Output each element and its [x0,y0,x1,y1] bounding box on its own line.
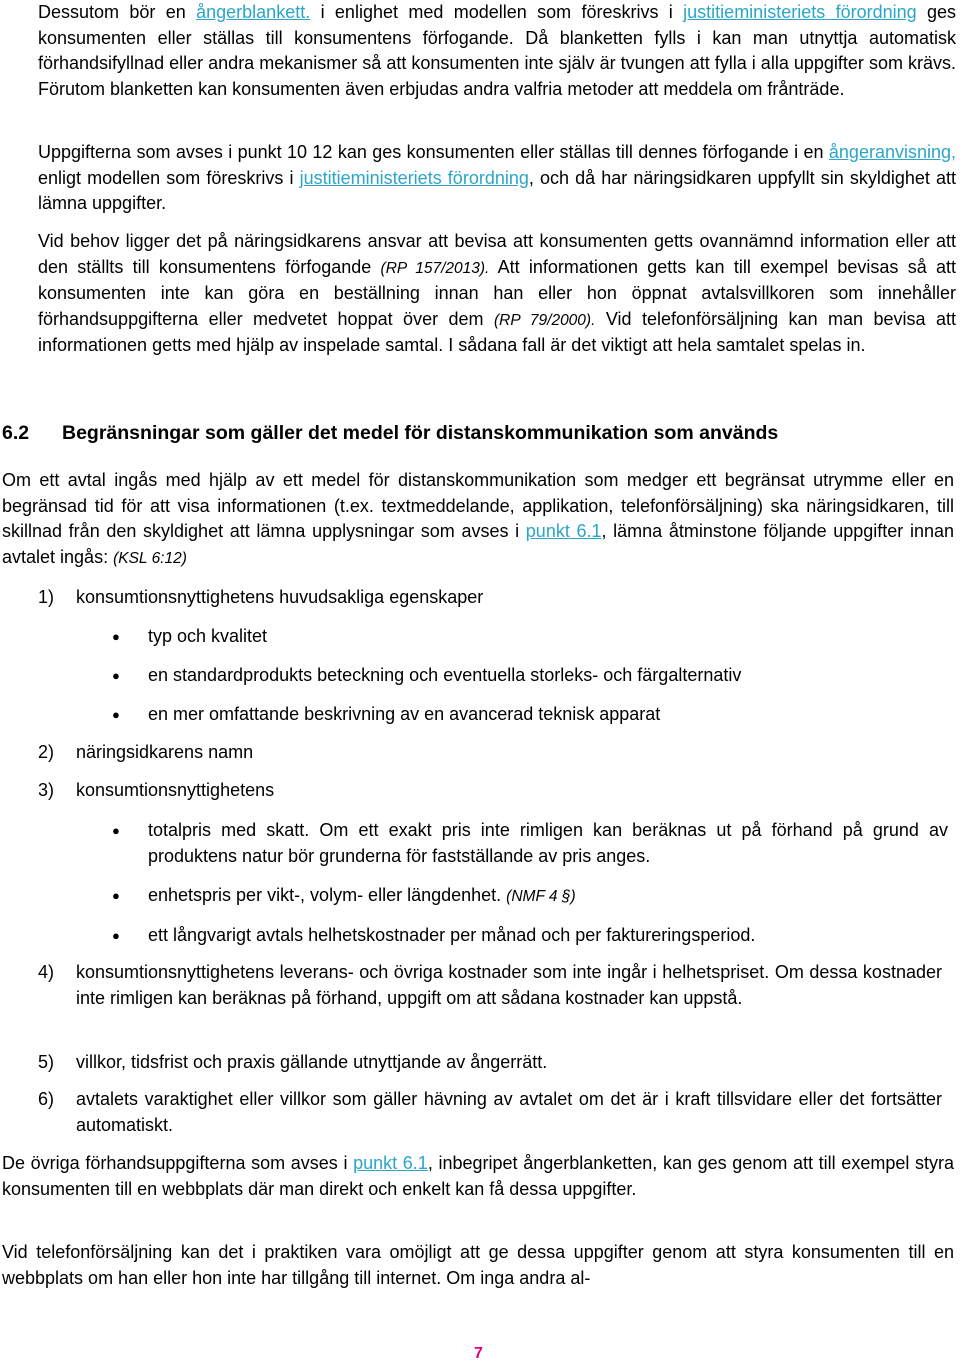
list-item-3-text: konsumtionsnyttighetens [76,780,275,800]
paragraph-blank-form: Dessutom bör en ångerblankett. i enlighet med modellen som föreskrivs i justitieministeriets förordning ges konsumenten eller ställas till konsumentens förfogande. Då blanketten fylls i kan man utnyttja automatisk förhandsifyllnad eller andra mekanismer så att konsumenten inte själv är tvungen att fylla i alla uppgifter som krävs. Förutom blanketten kan konsumenten även erbjudas andra valfria metoder att meddela om frånträde. [38,2,956,99]
link-ministry-decree-2[interactable]: justitieministeriets förordning [299,167,529,188]
list-item-1-text: konsumtionsnyttighetens huvudsakliga egenskaper [76,587,484,607]
bullet-icon: ● [112,928,120,943]
bullet-icon: ● [112,707,120,722]
citation-nmf-4: (NMF 4 §) [506,888,576,905]
list-number-2: 2) [38,742,55,762]
list-number-3: 3) [38,780,55,800]
bullet-icon: ● [112,629,120,644]
paragraph-other-info: De övriga förhandsuppgifterna som avses i punkt 6.1, inbegripet ångerblanketten, kan ges genom att till exempel styra konsumenten till en webbplats där man direkt och enkelt kan få dessa uppgifter. [2,1153,955,1199]
bullet-icon: ● [112,823,120,838]
list-item-3-bullet-1: totalpris med skatt. Om ett exakt pris inte rimligen kan beräknas ut på förhand på grund av produktens natur bör grunderna för fastställande av pris anges. [148,820,948,866]
list-item-3-bullet-3: ett långvarigt avtals helhetskostnader per månad och per faktureringsperiod. [148,925,756,945]
section-heading-title: Begränsningar som gäller det medel för distanskommunikation som används [62,422,779,444]
list-number-1: 1) [38,587,55,607]
link-ministry-decree[interactable]: justitieministeriets förordning [683,2,917,22]
list-item-5-text: villkor, tidsfrist och praxis gällande utnyttjande av ångerrätt. [76,1052,548,1072]
citation-rp-157: (RP 157/2013). [380,259,490,277]
citation-ksl-6-12: (KSL 6:12) [113,549,187,567]
list-item-6-text: avtalets varaktighet eller villkor som gäller hävning av avtalet om det är i kraft tillsvidare eller det fortsätter automatiskt. [76,1089,942,1135]
link-withdrawal-form[interactable]: ångerblankett. [196,2,311,22]
list-item-4-text: konsumtionsnyttighetens leverans- och övriga kostnader som inte ingår i helhetspriset. Om dessa kostnader inte rimligen kan beräknas på förhand, uppgift om att sådana kostnader kan uppstå. [76,962,942,1008]
bullet-icon: ● [112,888,120,903]
paragraph-burden-of-proof: Vid behov ligger det på näringsidkarens ansvar att bevisa att konsumenten getts ovannämnd information eller att den ställts till konsumentens förfogande (RP 157/2013). Att informationen getts kan till exempel bevisas så att konsumenten inte kan göra en beställning innan han eller hon öppnat avtalsvillkoren som innehåller förhandsuppgifterna eller medvetet hoppat över dem (RP 79/2000). Vid telefonförsäljning kan man bevisa att informationen getts med hjälp av inspelade samtal. I sådana fall är det viktigt att hela samtalet spelas in. [38,231,957,356]
paragraph-telephone-sales: Vid telefonförsäljning kan det i praktiken vara omöjligt att ge dessa uppgifter genom att styra konsumenten till en webbplats om han eller hon inte har tillgång till internet. Om inga andra al- [2,1242,954,1288]
list-item-1-bullet-1: typ och kvalitet [148,626,268,646]
paragraph-limited-medium: Om ett avtal ingås med hjälp av ett medel för distanskommunikation som medger ett begränsat utrymme eller en begränsad tid för att visa informationen (t.ex. textmeddelande, applikation, telefonförsäljning) ska näringsidkaren, till skillnad från den skyldighet att lämna upplysningar som avses i punkt 6.1, lämna åtminstone följande uppgifter innan avtalet ingås: (KSL 6:12) [2,470,955,567]
bullet-icon: ● [112,668,120,683]
list-number-6: 6) [38,1089,55,1109]
list-number-5: 5) [38,1052,55,1072]
link-punkt-6-1-b[interactable]: punkt 6.1 [353,1153,428,1173]
list-item-3-bullet-2: enhetspris per vikt-, volym- eller längdenhet. (NMF 4 §) [148,885,576,905]
link-withdrawal-instructions[interactable]: ångeranvisning, [828,142,956,162]
list-item-2-text: näringsidkarens namn [76,742,254,762]
link-punkt-6-1[interactable]: punkt 6.1 [525,521,602,542]
list-item-1-bullet-3: en mer omfattande beskrivning av en avancerad teknisk apparat [148,704,661,724]
page-number: 7 [474,1345,483,1362]
paragraph-withdrawal-instructions: Uppgifterna som avses i punkt 10 12 kan ges konsumenten eller ställas till dennes förfogande i en ångeranvisning, enligt modellen som föreskrivs i justitieministeriets förordning, och då har näringsidkaren uppfyllt sin skyldighet att lämna uppgifter. [38,142,956,214]
list-number-4: 4) [38,962,55,982]
list-item-1-bullet-2: en standardprodukts beteckning och eventuella storleks- och färgalternativ [148,665,742,685]
citation-rp-79: (RP 79/2000). [494,311,596,329]
section-heading-number: 6.2 [2,422,30,444]
